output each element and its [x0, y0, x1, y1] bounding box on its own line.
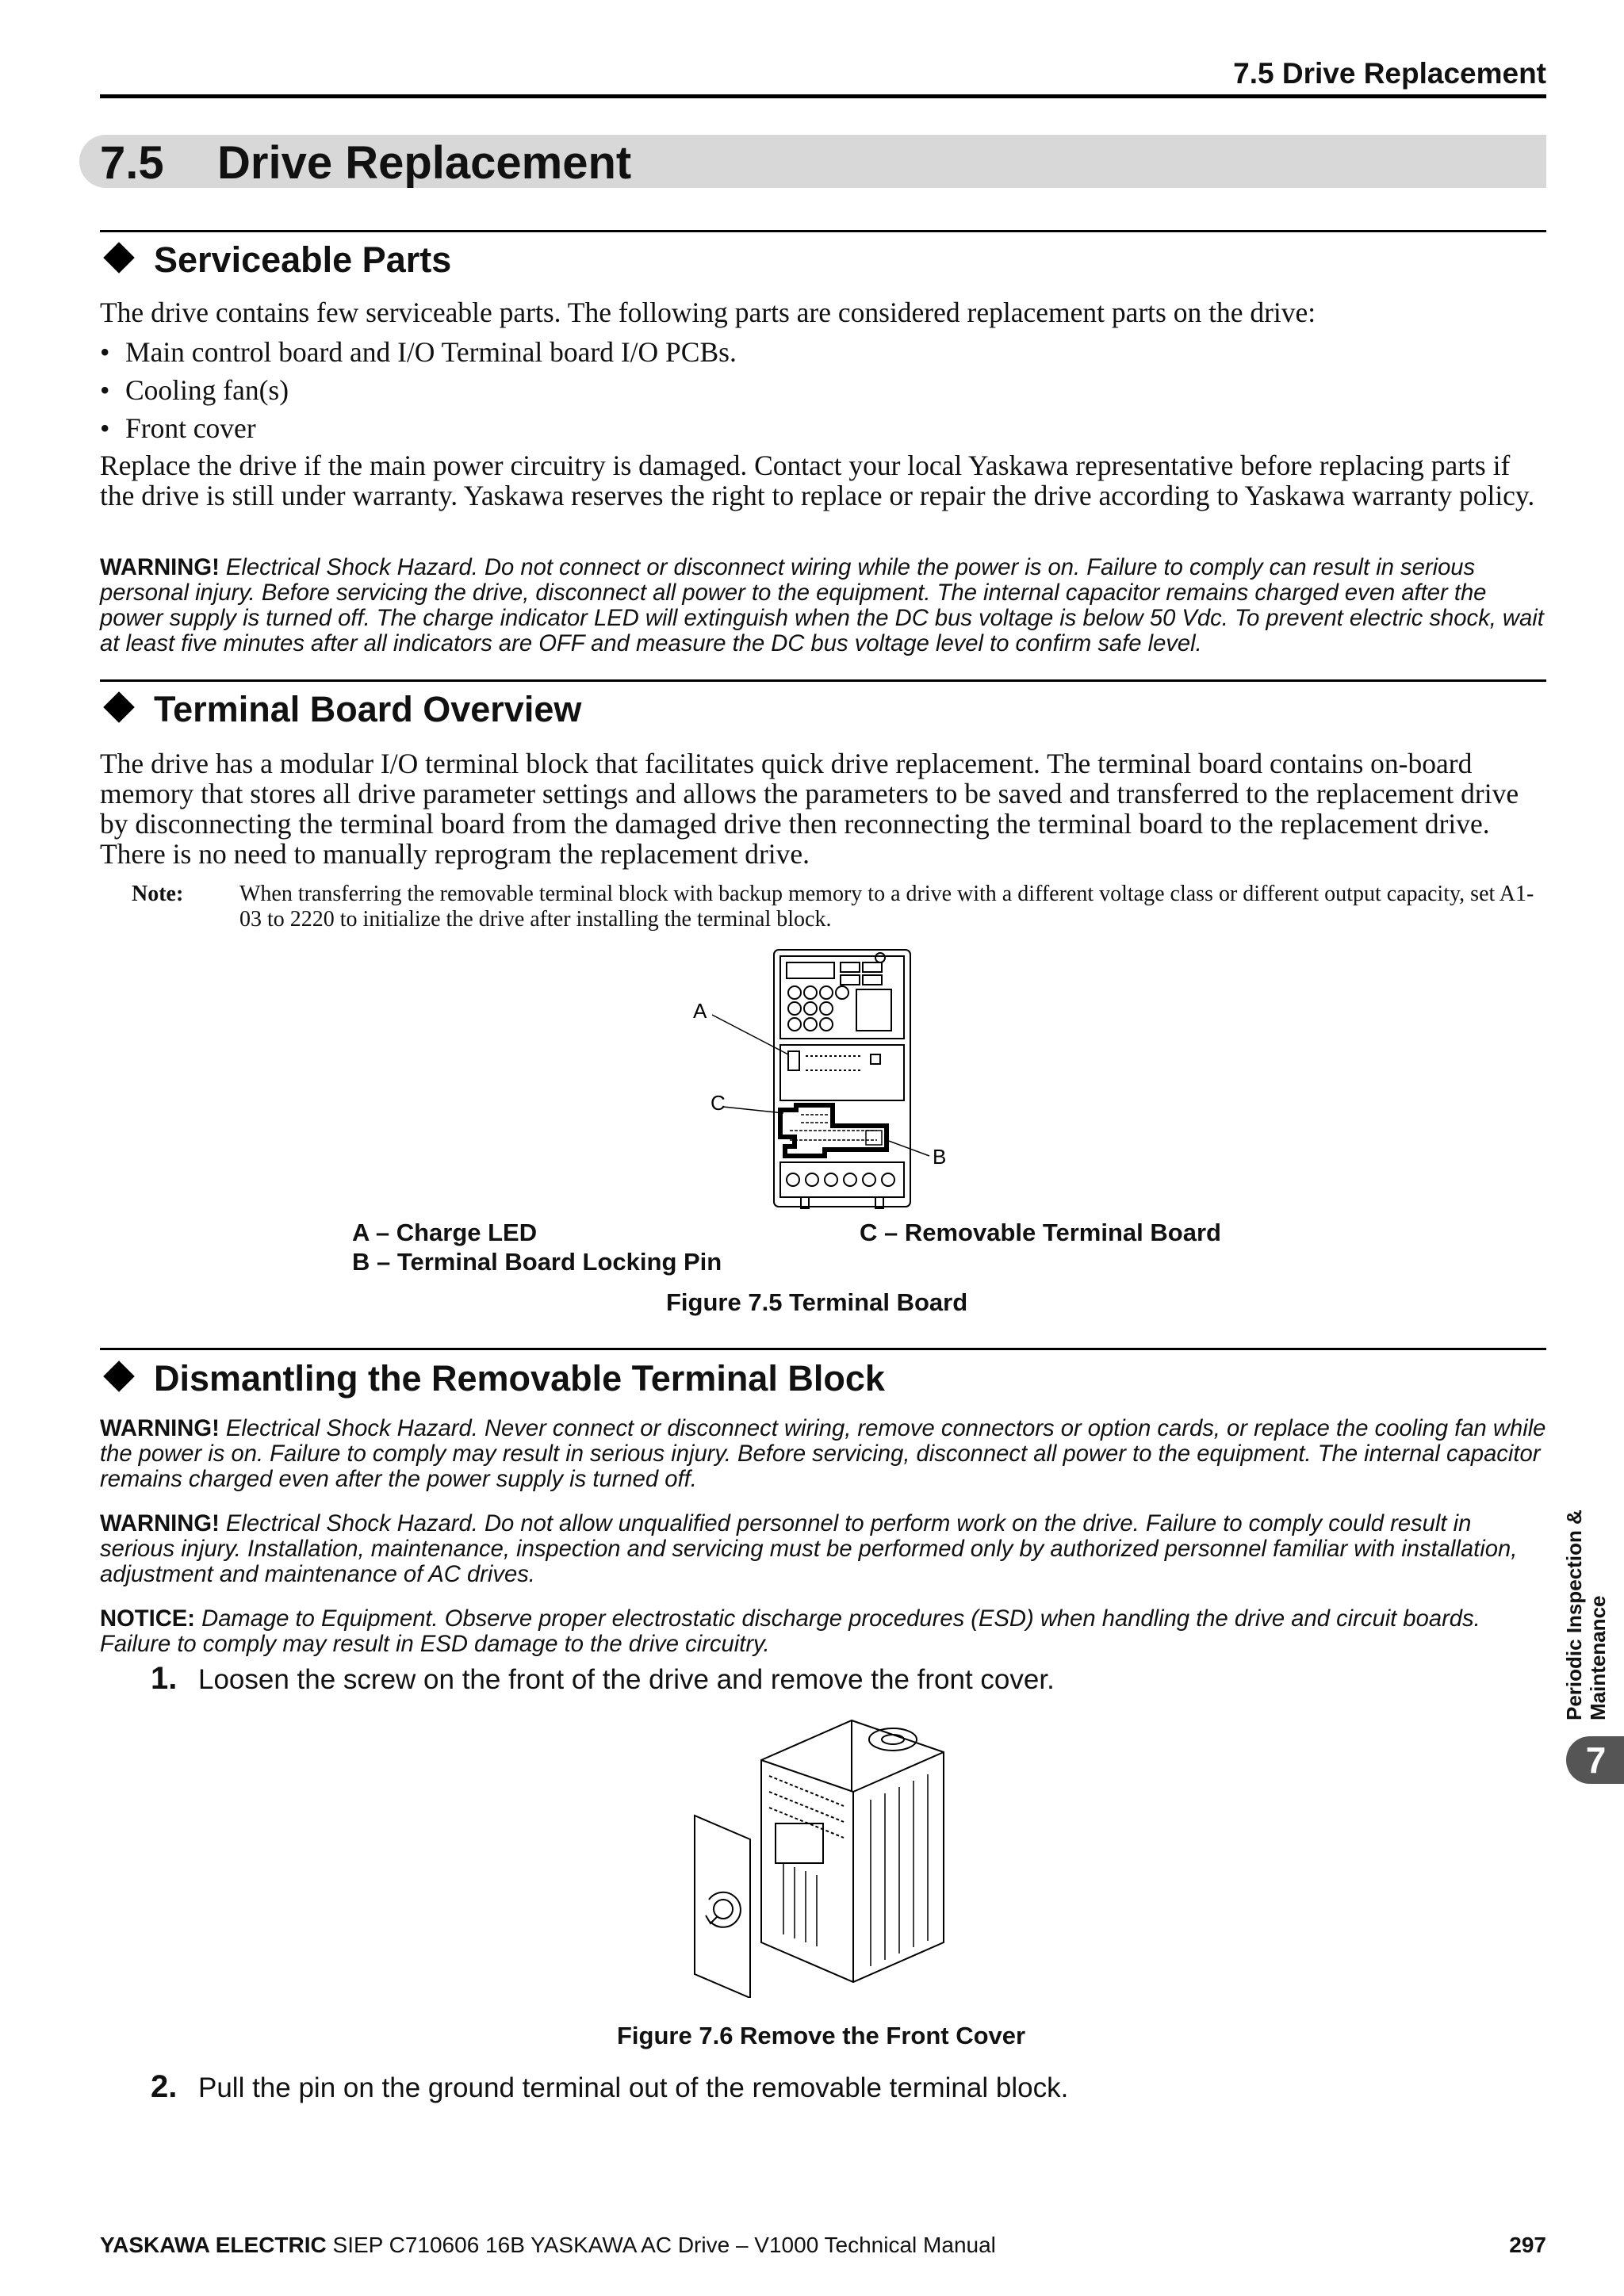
step-2: 2. Pull the pin on the ground terminal out of the removable terminal block. [151, 2069, 1069, 2104]
subsection-rule [100, 679, 1546, 682]
page-number: 297 [1509, 2233, 1546, 2257]
subsection-heading-dismantling: Dismantling the Removable Terminal Block [100, 1358, 885, 1399]
bullet-item: • Main control board and I/O Terminal board I/O PCBs. [100, 336, 737, 368]
figure-caption-7-5: Figure 7.5 Terminal Board [666, 1288, 968, 1316]
diamond-bullet-icon [103, 691, 135, 723]
front-cover [695, 1816, 750, 1998]
footer-document-info: YASKAWA ELECTRIC SIEP C710606 16B YASKAWA AC Drive – V1000 Technical Manual [100, 2233, 996, 2257]
section-title [100, 136, 631, 189]
notice-label: NOTICE: [100, 1606, 195, 1632]
terminal-board-figure [682, 943, 952, 1221]
remove-front-cover-figure [688, 1705, 958, 1998]
bullet-item: • Front cover [100, 412, 256, 444]
running-header: 7.5 Drive Replacement [1233, 57, 1546, 90]
section-title-text: Drive Replacement [217, 137, 632, 189]
callout-c: C [710, 1091, 726, 1115]
cover-screw-icon [875, 953, 885, 962]
chapter-side-label: Periodic Inspection & Maintenance [1562, 1510, 1610, 1720]
subsection-heading-terminal-board: Terminal Board Overview [100, 689, 581, 730]
header-rule [100, 94, 1546, 98]
warning-label: WARNING! [100, 555, 220, 580]
drive-body-outline [774, 950, 910, 1207]
step-number: 2. [151, 2069, 178, 2104]
subsection-rule [100, 230, 1546, 232]
diamond-bullet-icon [103, 242, 135, 274]
bullet-item: • Cooling fan(s) [100, 374, 289, 406]
chapter-number-tab: 7 [1566, 1736, 1624, 1784]
legend-a: A – Charge LED [352, 1219, 538, 1246]
warning-label: WARNING! [100, 1416, 220, 1441]
section-number: 7.5 [100, 137, 164, 189]
terminal-board-paragraph: The drive has a modular I/O terminal block that facilitates quick drive replacement. The terminal board contains on-board memory that stores all drive parameter settings and allows the parameters to be saved and transferred to the replacement drive by disconnecting the terminal board from the damaged drive then reconnecting the terminal board to the replacement drive. There is no need to manually reprogram the replacement drive. [100, 748, 1519, 870]
figure-caption-7-6: Figure 7.6 Remove the Front Cover [617, 2022, 1026, 2049]
subsection-rule [100, 1348, 1546, 1350]
warning-block: WARNING! Electrical Shock Hazard. Do not allow unqualified personnel to perform work on the drive. Failure to comply could result in serious injury. Installation, maintenance, inspection and servicing must be performed only by authorized personnel familiar with installation, adjustment and maintenance of AC drives. [100, 1511, 1518, 1587]
replace-drive-paragraph: Replace the drive if the main power circuitry is damaged. Contact your local Yaskawa representative before replacing parts if the drive is still under warranty. Yaskawa reserves the right to replace or repair the drive according to Yaskawa warranty policy. [100, 450, 1535, 511]
note-text: When transferring the removable terminal block with backup memory to a drive with a different voltage class or different output capacity, set A1-03 to 2220 to initialize the drive after installing the terminal block. [239, 882, 1534, 932]
step-number: 1. [151, 1661, 178, 1696]
leader-line-a [712, 1015, 788, 1054]
callout-a: A [693, 999, 707, 1023]
legend-c: C – Removable Terminal Board [860, 1219, 1221, 1246]
leader-line-b [887, 1140, 929, 1156]
charge-led [788, 1051, 799, 1070]
footer-brand: YASKAWA ELECTRIC [100, 2233, 327, 2257]
panel-label-area [856, 989, 891, 1031]
warning-block: WARNING! Electrical Shock Hazard. Do not connect or disconnect wiring while the power is on. Failure to comply can result in serious personal injury. Before servicing the drive, disconnect all power to the equipment. The internal capacitor remains charged even after the power supply is turned off. The charge indicator LED will extinguish when the DC bus voltage is below 50 Vdc. To prevent electric shock, wait at least five minutes after all indicators are OFF and measure the DC bus voltage level to confirm safe level. [100, 555, 1544, 656]
subsection-heading-serviceable-parts: Serviceable Parts [100, 239, 451, 281]
step-1: 1. Loosen the screw on the front of the drive and remove the front cover. [151, 1661, 1055, 1696]
display-window [787, 962, 834, 978]
diamond-bullet-icon [103, 1360, 135, 1392]
note-label: Note: [132, 882, 184, 906]
notice-block: NOTICE: Damage to Equipment. Observe proper electrostatic discharge procedures (ESD) when handling the drive and circuit boards. Failure to comply may result in ESD damage to the drive circuitry. [100, 1606, 1480, 1657]
legend-b: B – Terminal Board Locking Pin [352, 1248, 722, 1276]
warning-label: WARNING! [100, 1511, 220, 1536]
serviceable-parts-intro: The drive contains few serviceable parts. The following parts are considered replacement parts on the drive: [100, 297, 1316, 328]
warning-block: WARNING! Electrical Shock Hazard. Never connect or disconnect wiring, remove connectors or option cards, or replace the cooling fan while the power is on. Failure to comply may result in serious injury. Before servicing, disconnect all power to the equipment. The internal capacitor remains charged even after the power supply is turned off. [100, 1416, 1546, 1492]
callout-b: B [933, 1145, 947, 1169]
